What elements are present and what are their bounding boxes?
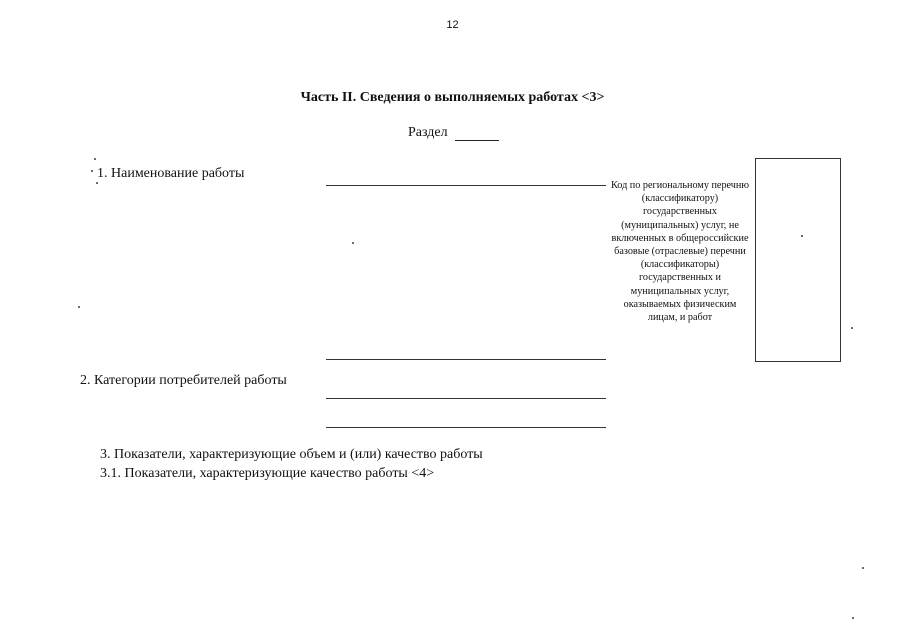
classifier-code-label: Код по региональному перечню (классификатору) государственных (муниципальных) услуг, не включенных в общероссийские базовые (отраслевые) перечни (классификаторы) государственных и муниципальных услуг, оказываемых физическим лицам, и работ	[610, 180, 749, 324]
indicators-heading: 3. Показатели, характеризующие объем и (или) качество работы	[100, 447, 483, 462]
quality-indicators-heading: 3.1. Показатели, характеризующие качество работы <4>	[100, 466, 435, 481]
consumer-categories-line-2[interactable]	[326, 427, 606, 428]
scan-speck	[801, 235, 803, 237]
work-name-label: 1. Наименование работы	[97, 166, 245, 181]
scan-speck	[862, 567, 864, 569]
work-name-line-top[interactable]	[326, 185, 606, 186]
part-title: Часть II. Сведения о выполняемых работах <3>	[300, 90, 605, 105]
section-label: Раздел	[408, 125, 448, 140]
scan-speck	[851, 327, 853, 329]
page-number: 12	[446, 19, 459, 31]
work-name-line-bottom[interactable]	[326, 359, 606, 360]
scan-speck	[78, 306, 80, 308]
classifier-code-box[interactable]	[755, 158, 841, 362]
scan-speck	[94, 158, 96, 160]
consumer-categories-line-1[interactable]	[326, 398, 606, 399]
scan-speck	[96, 182, 98, 184]
scan-speck	[91, 170, 93, 172]
section-number-blank[interactable]	[455, 140, 499, 141]
scan-speck	[852, 617, 854, 619]
scan-speck	[352, 242, 354, 244]
consumer-categories-label: 2. Категории потребителей работы	[80, 373, 287, 388]
